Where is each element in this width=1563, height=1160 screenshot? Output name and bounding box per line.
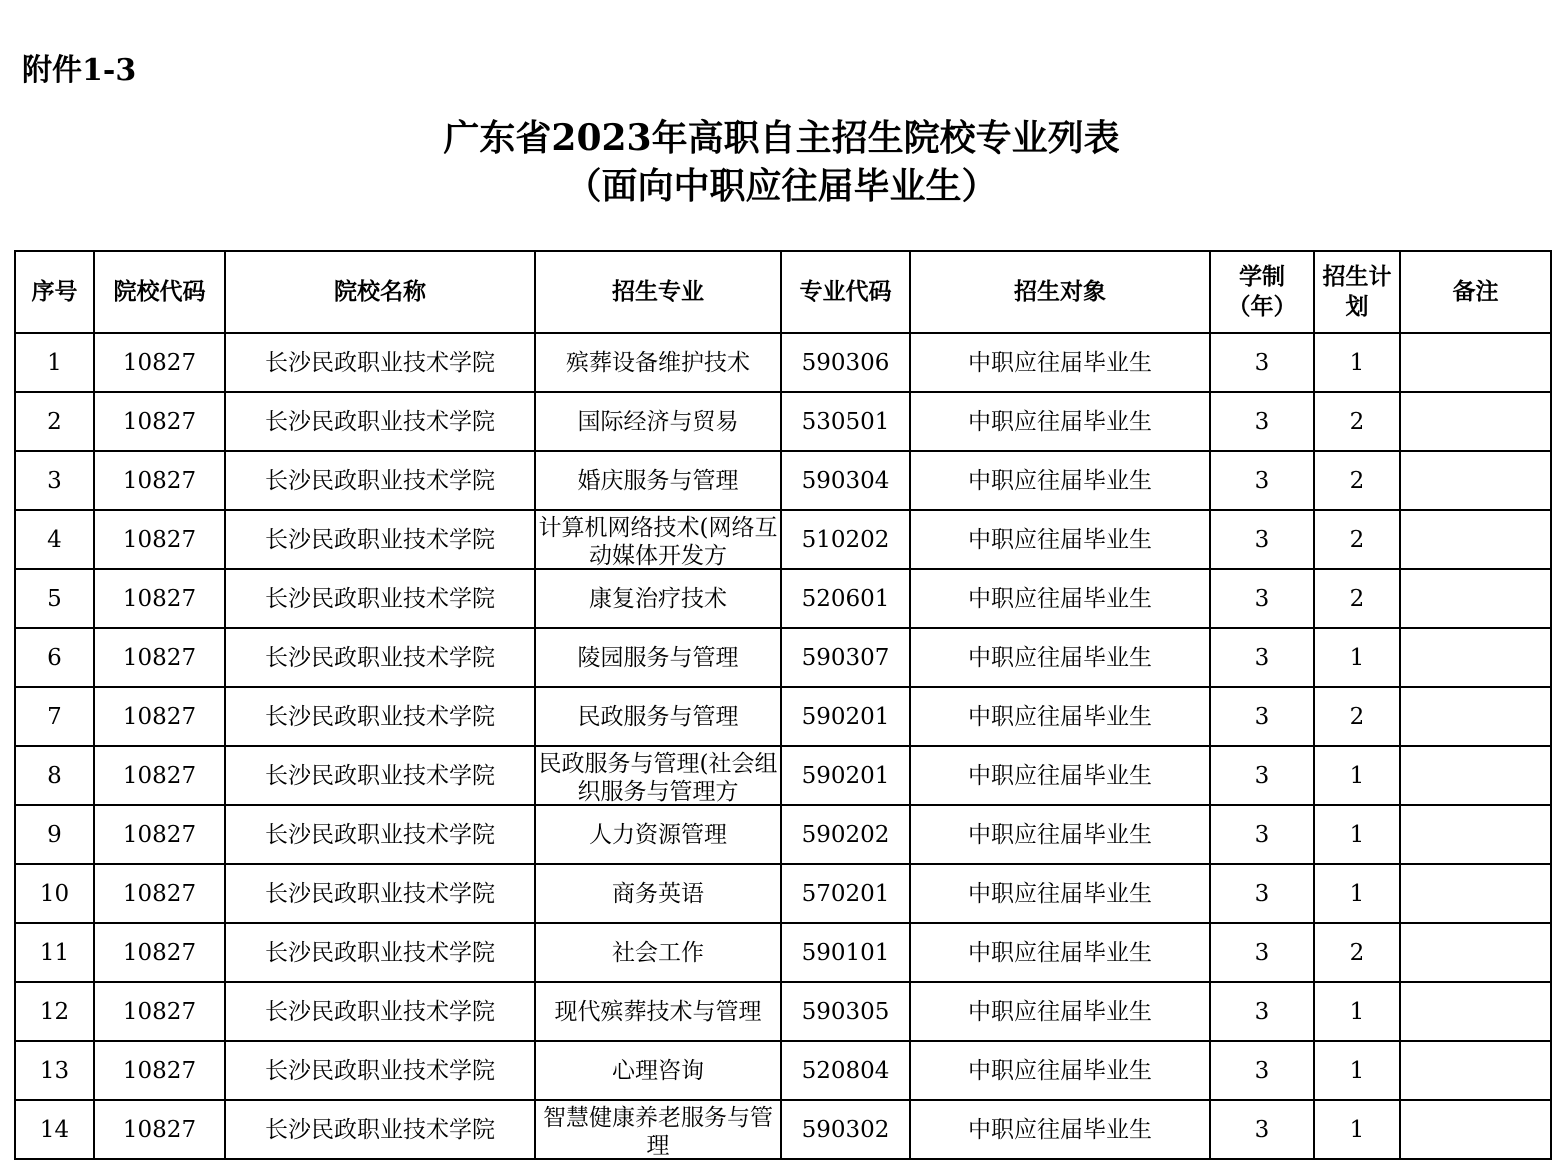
cell-note bbox=[1400, 333, 1551, 392]
cell-years: 3 bbox=[1210, 746, 1314, 805]
cell-school-code: 10827 bbox=[94, 510, 225, 569]
cell-seq: 5 bbox=[15, 569, 94, 628]
header-major: 招生专业 bbox=[535, 251, 781, 333]
cell-plan: 1 bbox=[1314, 864, 1400, 923]
cell-plan: 2 bbox=[1314, 451, 1400, 510]
cell-years: 3 bbox=[1210, 628, 1314, 687]
cell-seq: 6 bbox=[15, 628, 94, 687]
cell-school-name: 长沙民政职业技术学院 bbox=[225, 333, 535, 392]
cell-school-code: 10827 bbox=[94, 392, 225, 451]
cell-years: 3 bbox=[1210, 687, 1314, 746]
header-major-code: 专业代码 bbox=[781, 251, 910, 333]
cell-school-code: 10827 bbox=[94, 746, 225, 805]
cell-school-code: 10827 bbox=[94, 687, 225, 746]
cell-major: 社会工作 bbox=[535, 923, 781, 982]
cell-target: 中职应往届毕业生 bbox=[910, 392, 1210, 451]
cell-major: 康复治疗技术 bbox=[535, 569, 781, 628]
cell-target: 中职应往届毕业生 bbox=[910, 746, 1210, 805]
cell-target: 中职应往届毕业生 bbox=[910, 1041, 1210, 1100]
cell-school-code: 10827 bbox=[94, 923, 225, 982]
cell-school-name: 长沙民政职业技术学院 bbox=[225, 1100, 535, 1159]
header-years-line1: 学制 bbox=[1239, 264, 1285, 290]
cell-major-code: 590306 bbox=[781, 333, 910, 392]
header-school-name: 院校名称 bbox=[225, 251, 535, 333]
cell-note bbox=[1400, 982, 1551, 1041]
cell-years: 3 bbox=[1210, 569, 1314, 628]
cell-major-code: 590101 bbox=[781, 923, 910, 982]
table-row bbox=[15, 864, 1551, 923]
cell-school-name: 长沙民政职业技术学院 bbox=[225, 864, 535, 923]
cell-note bbox=[1400, 746, 1551, 805]
table-row bbox=[15, 1041, 1551, 1100]
table-row bbox=[15, 510, 1551, 569]
cell-school-code: 10827 bbox=[94, 628, 225, 687]
cell-seq: 4 bbox=[15, 510, 94, 569]
majors-table bbox=[14, 250, 1552, 1160]
cell-major-code: 590304 bbox=[781, 451, 910, 510]
attachment-label: 附件1-3 bbox=[22, 53, 137, 88]
cell-school-name: 长沙民政职业技术学院 bbox=[225, 569, 535, 628]
header-target: 招生对象 bbox=[910, 251, 1210, 333]
cell-years: 3 bbox=[1210, 923, 1314, 982]
cell-seq: 7 bbox=[15, 687, 94, 746]
table-row bbox=[15, 805, 1551, 864]
cell-major-code: 520601 bbox=[781, 569, 910, 628]
cell-major bbox=[535, 510, 781, 569]
header-plan-line1: 招生计 bbox=[1322, 264, 1392, 290]
header-school-code: 院校代码 bbox=[94, 251, 225, 333]
cell-major-text: 民政服务与管理(社会组织服务与管理方 bbox=[538, 751, 778, 804]
cell-plan: 1 bbox=[1314, 1100, 1400, 1159]
cell-major-code: 590302 bbox=[781, 1100, 910, 1159]
table-body bbox=[15, 333, 1551, 1159]
cell-school-name: 长沙民政职业技术学院 bbox=[225, 923, 535, 982]
cell-major: 商务英语 bbox=[535, 864, 781, 923]
cell-target: 中职应往届毕业生 bbox=[910, 628, 1210, 687]
table-row bbox=[15, 1100, 1551, 1159]
cell-school-code: 10827 bbox=[94, 1041, 225, 1100]
cell-major-code: 590201 bbox=[781, 687, 910, 746]
cell-seq: 11 bbox=[15, 923, 94, 982]
cell-note bbox=[1400, 628, 1551, 687]
cell-school-name: 长沙民政职业技术学院 bbox=[225, 805, 535, 864]
cell-seq: 10 bbox=[15, 864, 94, 923]
cell-plan: 1 bbox=[1314, 982, 1400, 1041]
table-row bbox=[15, 569, 1551, 628]
cell-note bbox=[1400, 569, 1551, 628]
cell-seq: 12 bbox=[15, 982, 94, 1041]
cell-major-code: 520804 bbox=[781, 1041, 910, 1100]
cell-years: 3 bbox=[1210, 1100, 1314, 1159]
cell-plan: 2 bbox=[1314, 392, 1400, 451]
cell-target: 中职应往届毕业生 bbox=[910, 451, 1210, 510]
cell-target: 中职应往届毕业生 bbox=[910, 333, 1210, 392]
cell-major-code: 530501 bbox=[781, 392, 910, 451]
cell-years: 3 bbox=[1210, 864, 1314, 923]
cell-note bbox=[1400, 1041, 1551, 1100]
cell-plan: 1 bbox=[1314, 746, 1400, 805]
cell-years: 3 bbox=[1210, 805, 1314, 864]
cell-target: 中职应往届毕业生 bbox=[910, 687, 1210, 746]
cell-major: 现代殡葬技术与管理 bbox=[535, 982, 781, 1041]
cell-school-code: 10827 bbox=[94, 451, 225, 510]
cell-note bbox=[1400, 510, 1551, 569]
header-note: 备注 bbox=[1400, 251, 1551, 333]
cell-plan: 2 bbox=[1314, 569, 1400, 628]
cell-seq: 9 bbox=[15, 805, 94, 864]
cell-note bbox=[1400, 392, 1551, 451]
header-years-line2: （年） bbox=[1227, 294, 1297, 320]
cell-seq: 3 bbox=[15, 451, 94, 510]
table-row bbox=[15, 982, 1551, 1041]
cell-school-code: 10827 bbox=[94, 1100, 225, 1159]
cell-school-name: 长沙民政职业技术学院 bbox=[225, 628, 535, 687]
cell-major-code: 510202 bbox=[781, 510, 910, 569]
cell-major-code: 590201 bbox=[781, 746, 910, 805]
cell-note bbox=[1400, 805, 1551, 864]
cell-years: 3 bbox=[1210, 510, 1314, 569]
cell-school-code: 10827 bbox=[94, 333, 225, 392]
cell-school-code: 10827 bbox=[94, 805, 225, 864]
table-row bbox=[15, 333, 1551, 392]
cell-plan: 1 bbox=[1314, 805, 1400, 864]
cell-major-code: 570201 bbox=[781, 864, 910, 923]
cell-major: 国际经济与贸易 bbox=[535, 392, 781, 451]
cell-years: 3 bbox=[1210, 333, 1314, 392]
table-header-row bbox=[15, 251, 1551, 333]
cell-target: 中职应往届毕业生 bbox=[910, 805, 1210, 864]
cell-major-text: 计算机网络技术(网络互动媒体开发方 bbox=[538, 515, 778, 568]
cell-school-code: 10827 bbox=[94, 569, 225, 628]
cell-school-name: 长沙民政职业技术学院 bbox=[225, 392, 535, 451]
cell-school-name: 长沙民政职业技术学院 bbox=[225, 451, 535, 510]
cell-major-text: 智慧健康养老服务与管理 bbox=[543, 1105, 773, 1158]
cell-seq: 14 bbox=[15, 1100, 94, 1159]
cell-major: 婚庆服务与管理 bbox=[535, 451, 781, 510]
cell-years: 3 bbox=[1210, 392, 1314, 451]
cell-note bbox=[1400, 923, 1551, 982]
cell-school-name: 长沙民政职业技术学院 bbox=[225, 510, 535, 569]
table-row bbox=[15, 451, 1551, 510]
cell-plan: 2 bbox=[1314, 923, 1400, 982]
page-subtitle: （面向中职应往届毕业生） bbox=[565, 165, 998, 207]
header-plan bbox=[1314, 251, 1400, 333]
cell-years: 3 bbox=[1210, 982, 1314, 1041]
cell-major-code: 590202 bbox=[781, 805, 910, 864]
cell-school-code: 10827 bbox=[94, 982, 225, 1041]
cell-major-code: 590305 bbox=[781, 982, 910, 1041]
cell-plan: 2 bbox=[1314, 687, 1400, 746]
cell-years: 3 bbox=[1210, 1041, 1314, 1100]
cell-school-name: 长沙民政职业技术学院 bbox=[225, 687, 535, 746]
page-title: 广东省2023年高职自主招生院校专业列表 bbox=[443, 117, 1120, 159]
cell-major: 心理咨询 bbox=[535, 1041, 781, 1100]
cell-seq: 2 bbox=[15, 392, 94, 451]
cell-school-name: 长沙民政职业技术学院 bbox=[225, 746, 535, 805]
table-row bbox=[15, 392, 1551, 451]
cell-plan: 1 bbox=[1314, 333, 1400, 392]
table-row bbox=[15, 923, 1551, 982]
cell-school-code: 10827 bbox=[94, 864, 225, 923]
cell-note bbox=[1400, 864, 1551, 923]
cell-major: 陵园服务与管理 bbox=[535, 628, 781, 687]
cell-target: 中职应往届毕业生 bbox=[910, 510, 1210, 569]
header-seq: 序号 bbox=[15, 251, 94, 333]
cell-note bbox=[1400, 451, 1551, 510]
cell-school-name: 长沙民政职业技术学院 bbox=[225, 982, 535, 1041]
cell-note bbox=[1400, 687, 1551, 746]
cell-plan: 1 bbox=[1314, 1041, 1400, 1100]
cell-major: 民政服务与管理 bbox=[535, 687, 781, 746]
table-row bbox=[15, 746, 1551, 805]
cell-plan: 2 bbox=[1314, 510, 1400, 569]
cell-target: 中职应往届毕业生 bbox=[910, 1100, 1210, 1159]
cell-target: 中职应往届毕业生 bbox=[910, 569, 1210, 628]
cell-major bbox=[535, 746, 781, 805]
cell-seq: 8 bbox=[15, 746, 94, 805]
cell-major: 人力资源管理 bbox=[535, 805, 781, 864]
cell-school-name: 长沙民政职业技术学院 bbox=[225, 1041, 535, 1100]
table-row bbox=[15, 628, 1551, 687]
table-row bbox=[15, 687, 1551, 746]
cell-years: 3 bbox=[1210, 451, 1314, 510]
cell-major-code: 590307 bbox=[781, 628, 910, 687]
header-years bbox=[1210, 251, 1314, 333]
cell-seq: 13 bbox=[15, 1041, 94, 1100]
cell-plan: 1 bbox=[1314, 628, 1400, 687]
cell-major bbox=[535, 1100, 781, 1159]
header-plan-line2: 划 bbox=[1345, 294, 1369, 320]
cell-note bbox=[1400, 1100, 1551, 1159]
cell-target: 中职应往届毕业生 bbox=[910, 982, 1210, 1041]
cell-target: 中职应往届毕业生 bbox=[910, 864, 1210, 923]
cell-major: 殡葬设备维护技术 bbox=[535, 333, 781, 392]
cell-seq: 1 bbox=[15, 333, 94, 392]
cell-target: 中职应往届毕业生 bbox=[910, 923, 1210, 982]
